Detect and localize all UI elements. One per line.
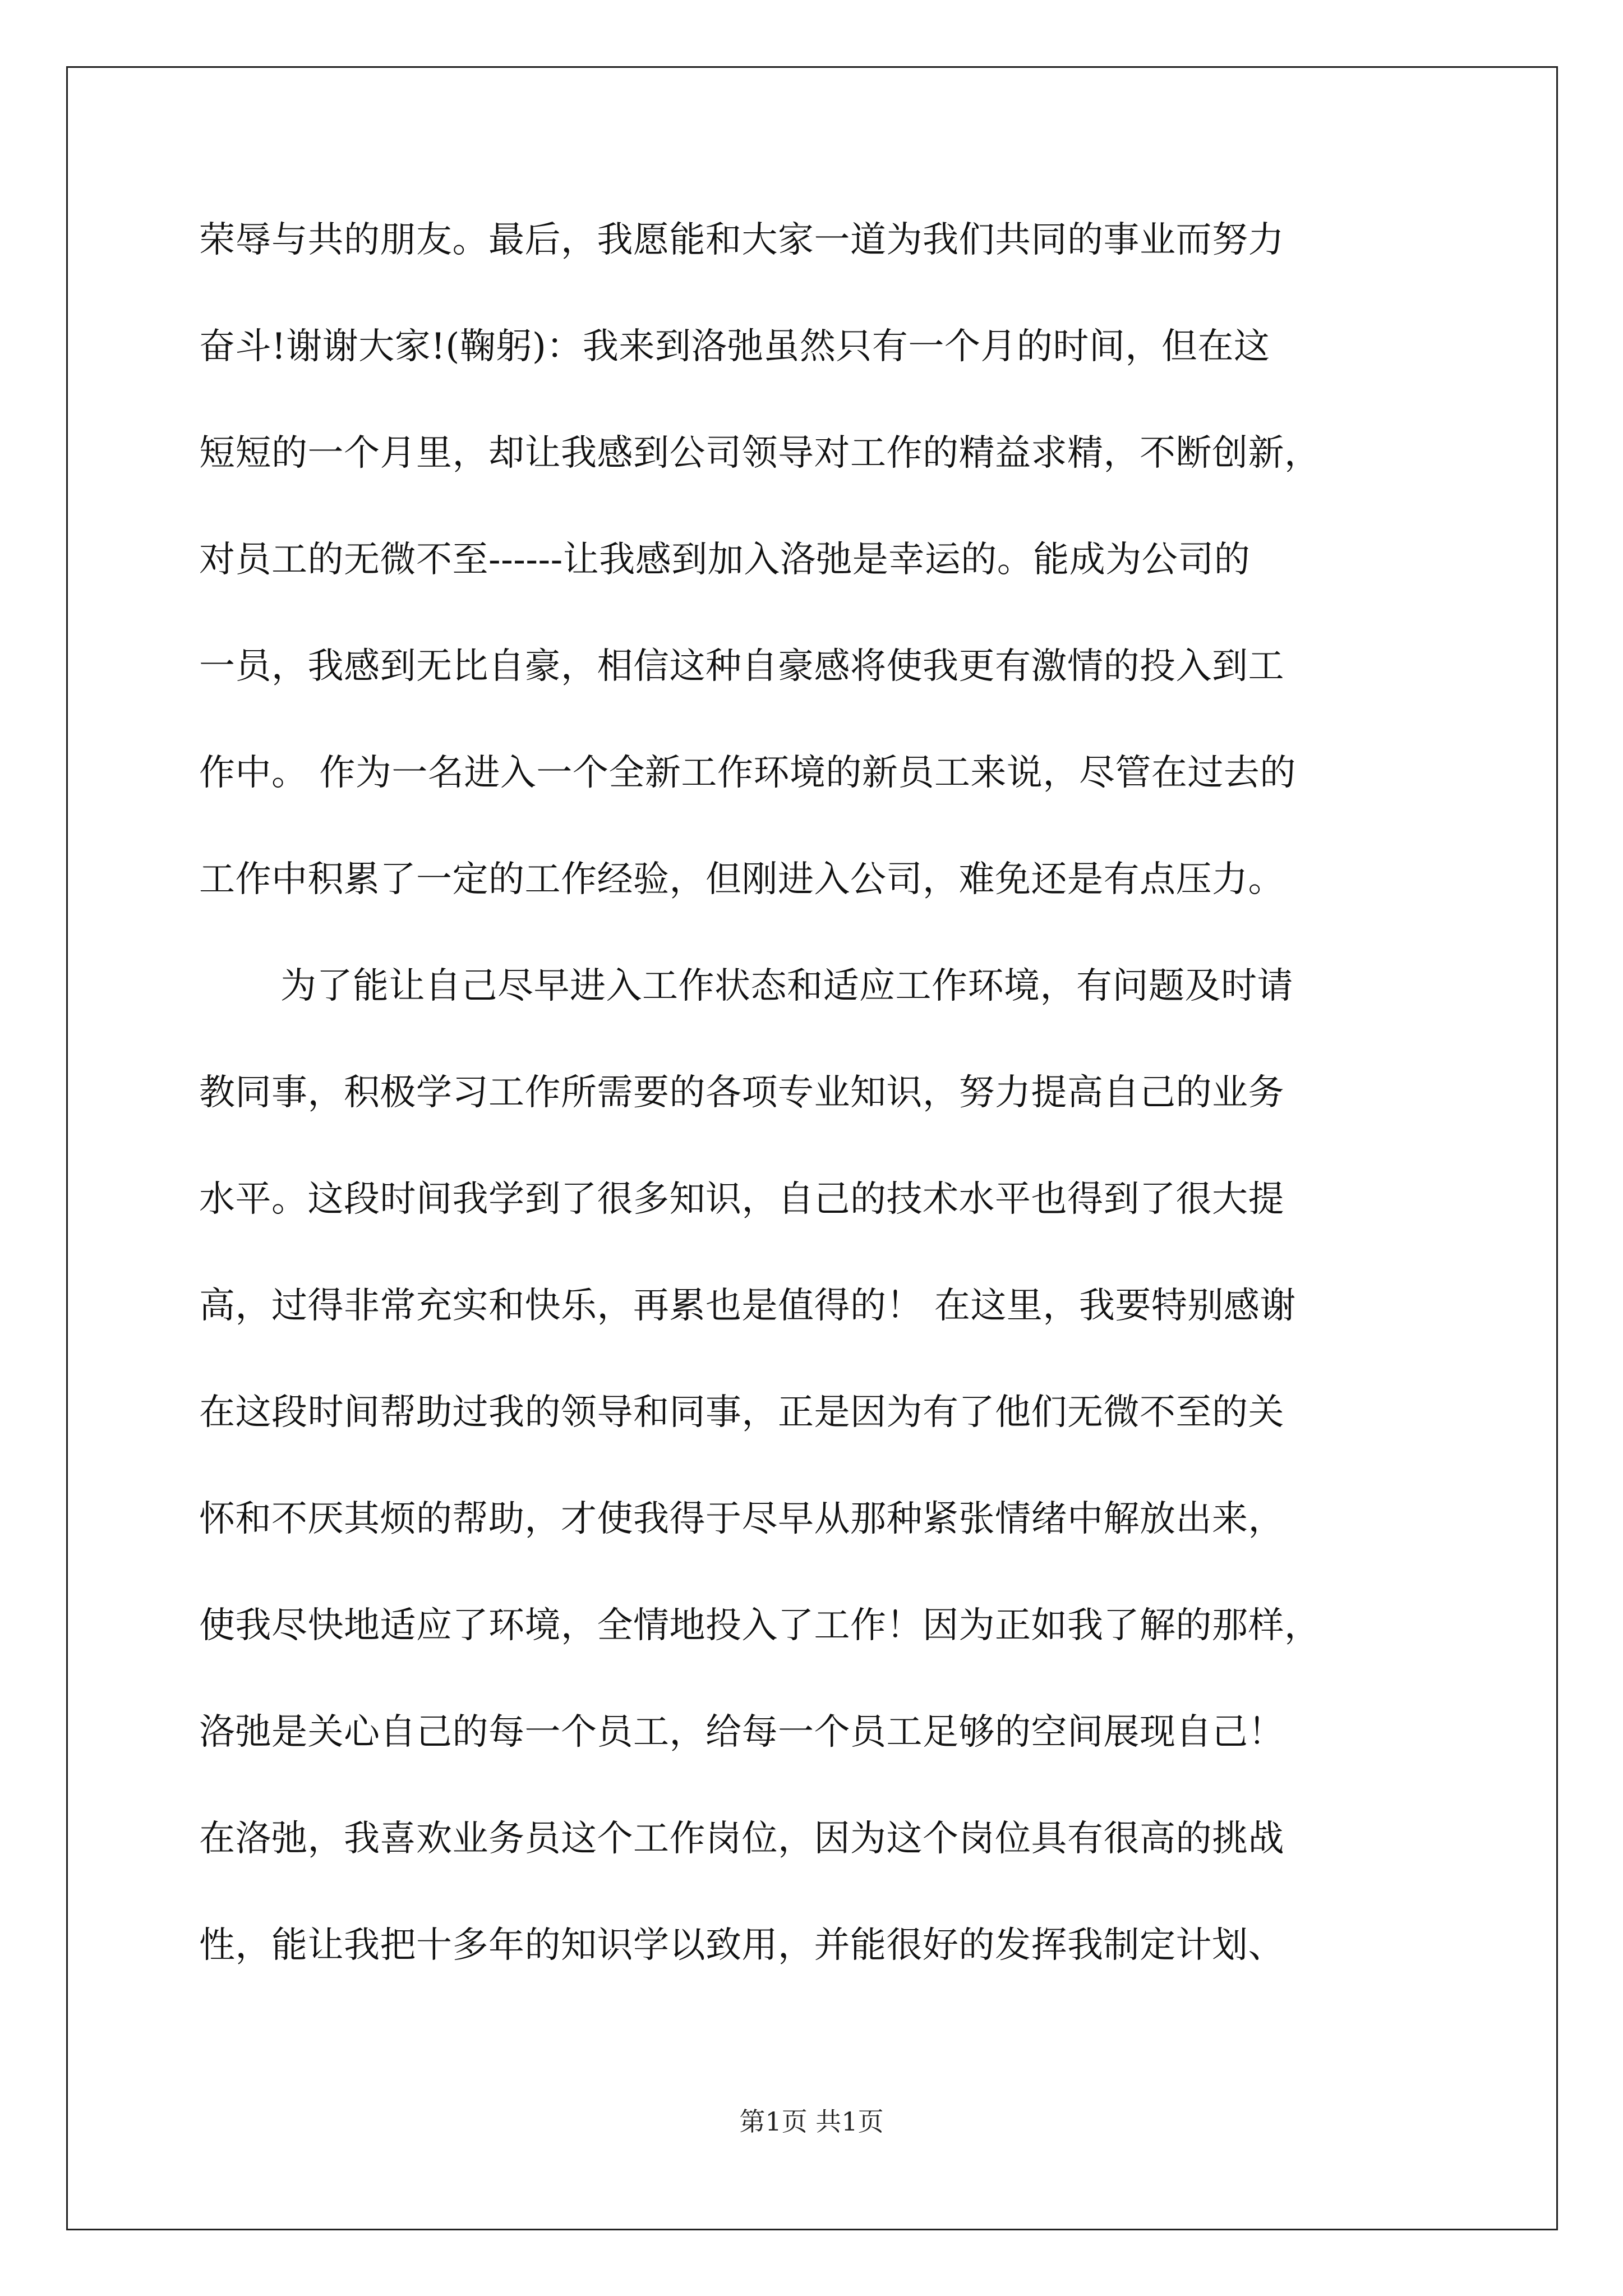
text-line: 怀和不厌其烦的帮助，才使我得于尽早从那种紧张情绪中解放出来， bbox=[199, 1498, 1284, 1540]
text-line: 在这段时间帮助过我的领导和同事，正是因为有了他们无微不至的关 bbox=[199, 1392, 1284, 1433]
text-line: 洛弛是关心自己的每一个员工，给每一个员工足够的空间展现自己！ bbox=[199, 1711, 1284, 1753]
text-line: 对员工的无微不至------让我感到加入洛弛是幸运的。能成为公司的 bbox=[199, 539, 1251, 581]
text-line: 作中。 作为一名进入一个全新工作环境的新员工来说，尽管在过去的 bbox=[199, 752, 1296, 794]
document-body bbox=[199, 212, 1433, 2024]
text-line: 荣辱与共的朋友。最后，我愿能和大家一道为我们共同的事业而努力 bbox=[199, 219, 1284, 261]
text-line: 性，能让我把十多年的知识学以致用，并能很好的发挥我制定计划、 bbox=[199, 1925, 1284, 1966]
text-line: 高，过得非常充实和快乐，再累也是值得的！ 在这里，我要特别感谢 bbox=[199, 1285, 1296, 1327]
text-line: 短短的一个月里，却让我感到公司领导对工作的精益求精，不断创新， bbox=[199, 432, 1321, 474]
text-line: 水平。这段时间我学到了很多知识，自己的技术水平也得到了很大提 bbox=[199, 1179, 1284, 1220]
text-line: 奋斗!谢谢大家!(鞠躬)：我来到洛弛虽然只有一个月的时间，但在这 bbox=[199, 326, 1270, 367]
page-footer: 第1页 共1页 bbox=[739, 2106, 884, 2137]
paragraph-start-line: 为了能让自己尽早进入工作状态和适应工作环境，有问题及时请 bbox=[280, 965, 1293, 1007]
text-line: 工作中积累了一定的工作经验，但刚进入公司，难免还是有点压力。 bbox=[199, 859, 1284, 900]
text-line: 一员，我感到无比自豪，相信这种自豪感将使我更有激情的投入到工 bbox=[199, 646, 1284, 687]
text-line: 使我尽快地适应了环境，全情地投入了工作！因为正如我了解的那样， bbox=[199, 1605, 1321, 1646]
text-line: 在洛弛，我喜欢业务员这个工作岗位，因为这个岗位具有很高的挑战 bbox=[199, 1818, 1284, 1860]
text-line: 教同事，积极学习工作所需要的各项专业知识，努力提高自己的业务 bbox=[199, 1072, 1284, 1114]
